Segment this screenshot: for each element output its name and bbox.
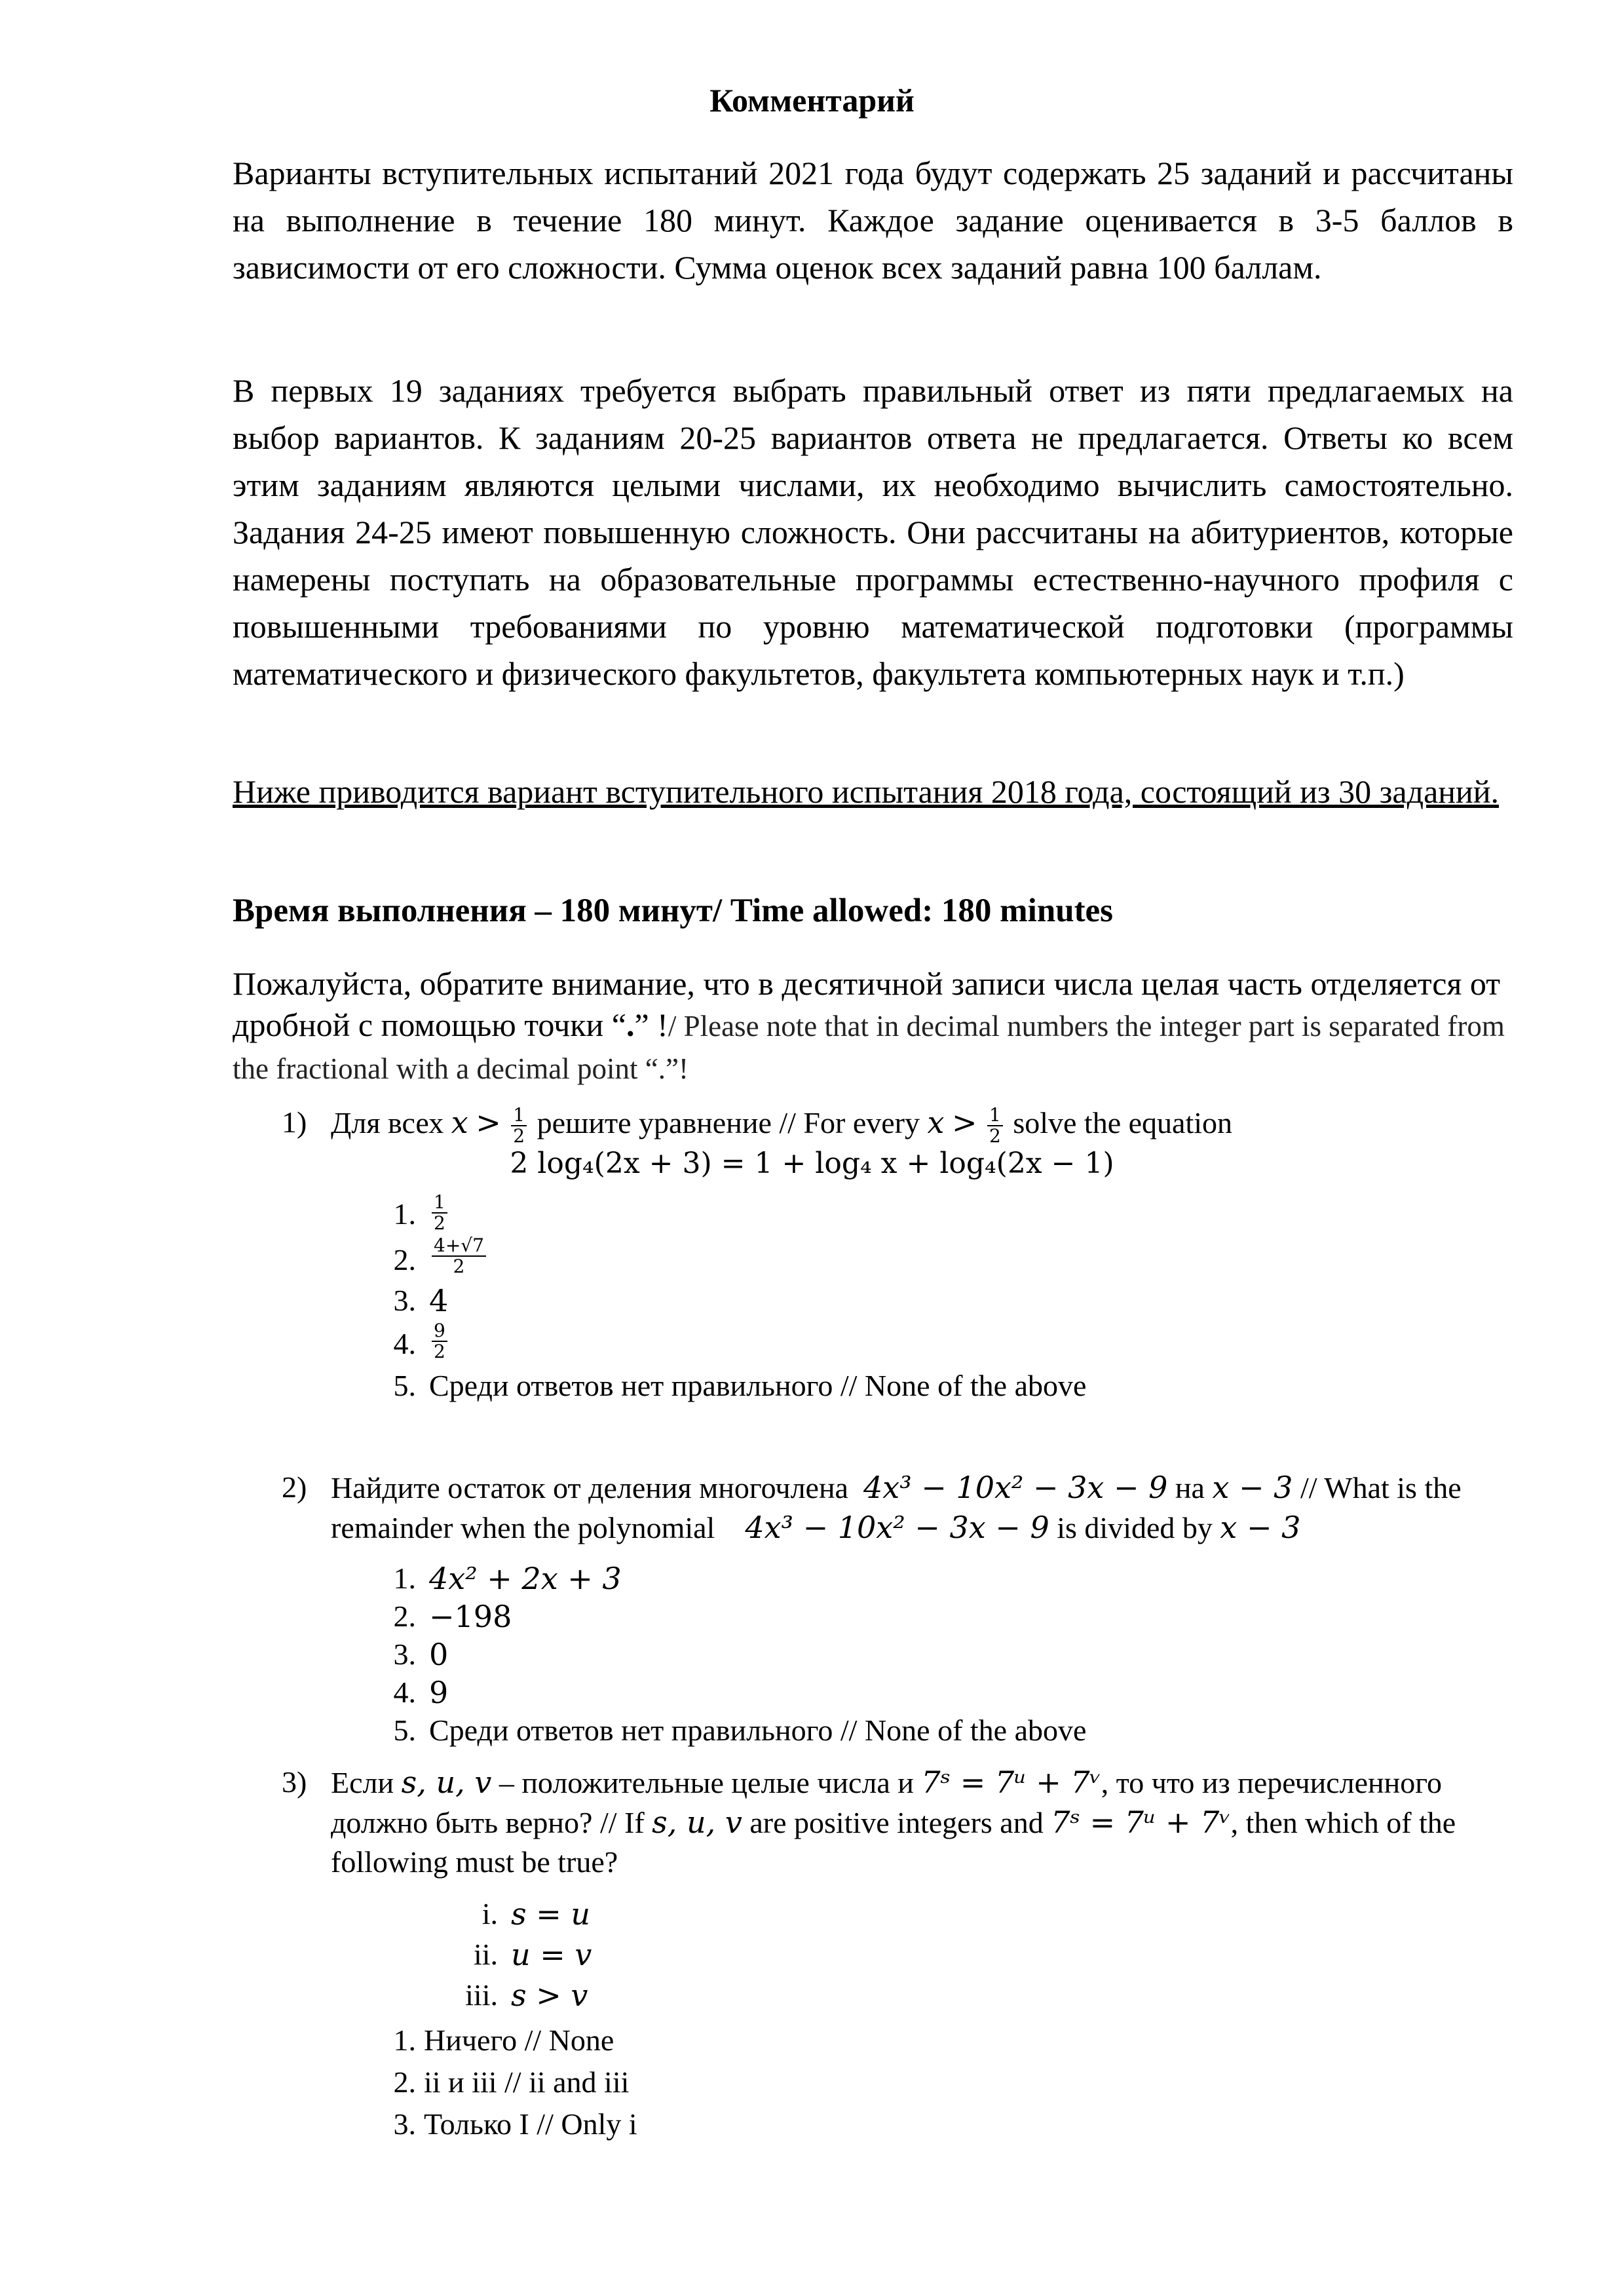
q3-text-part: are positive integers and <box>749 1806 1044 1839</box>
q1-equation: 2 log₄(2x + 3) = 1 + log₄ x + log₄(2x − 1) <box>510 1147 1114 1180</box>
var-x: x <box>451 1105 468 1140</box>
option-number: 5. <box>393 1369 416 1402</box>
q3-text-part: , то что из перечисленного <box>1101 1766 1442 1799</box>
statement-text: s = u <box>511 1896 591 1932</box>
fraction <box>432 1321 447 1362</box>
denominator: 2 <box>453 1255 465 1278</box>
option-value: 4x² + 2x + 3 <box>429 1561 622 1596</box>
q3-text-part: должно быть верно? // If <box>331 1806 645 1839</box>
q3-text-part: Если <box>331 1766 394 1799</box>
option-value: 4 <box>429 1283 449 1318</box>
denominator: 2 <box>434 1212 445 1234</box>
statement-number: ii. <box>473 1938 498 1971</box>
q3-text-part: , then which of the <box>1230 1806 1456 1839</box>
denominator: 2 <box>989 1125 1001 1147</box>
option-number: 3. <box>393 2107 416 2141</box>
question-number: 2) <box>282 1470 307 1504</box>
numerator: 1 <box>432 1193 447 1214</box>
gt-sign: > <box>476 1105 501 1140</box>
fraction-half <box>987 1105 1003 1146</box>
notice-ru: Пожалуйста, обратите внимание, что в десятичной записи числа целая часть отделяется от дробной с помощью точки “ <box>233 965 1501 1043</box>
question-text <box>331 1763 1481 1882</box>
q1-text-part: Для всех <box>331 1106 444 1139</box>
q3-text-part: following must be true? <box>331 1845 618 1879</box>
statement-text: u = v <box>511 1937 592 1972</box>
numerator: 4+√7 <box>432 1236 486 1257</box>
option-value: 9 <box>429 1675 449 1710</box>
q1-text-part: решите уравнение // For every <box>537 1106 920 1139</box>
q2-text-part: // What is the <box>1300 1471 1462 1504</box>
option-number: 5. <box>393 1713 416 1747</box>
decimal-notice <box>233 963 1517 1090</box>
option-number: 2. <box>393 1243 416 1276</box>
q2-text-part: Найдите остаток от деления многочлена <box>331 1471 848 1504</box>
statement-text: s > v <box>511 1978 588 2013</box>
option-number: 1. <box>393 1197 416 1231</box>
statement-number: iii. <box>465 1978 498 2012</box>
option-number: 1. <box>393 1561 416 1595</box>
statement-number: i. <box>482 1897 498 1930</box>
question-2 <box>282 1468 1481 1548</box>
q3-text-part: – положительные целые числа и <box>499 1766 914 1799</box>
tasks-paragraph: В первых 19 заданиях требуется выбрать правильный ответ из пяти предлагаемых на выбор вариантов. К заданиям 20-25 вариантов ответа не предлагается. Ответы ко всем этим заданиям являются целыми числами, их необходимо вычислить самостоятельно. Задания 24-25 имеют повышенную сложность. Они рассчитаны на абитуриентов, которые намерены поступать на образовательные программы естественно-научного профиля с повышенными требованиями по уровню математической подготовки (программы математического и физического факультетов, факультета компьютерных наук и т.п.) <box>233 372 1513 692</box>
option-number: 2. <box>393 2065 416 2099</box>
variables: s, u, v <box>652 1805 742 1840</box>
page-title: Комментарий <box>709 82 915 119</box>
fraction-half <box>511 1105 527 1146</box>
option-value: Только I // Only i <box>424 2107 637 2141</box>
fraction <box>432 1236 486 1276</box>
question-number: 1) <box>282 1105 307 1139</box>
question-1 <box>282 1103 1481 1146</box>
option-number: 3. <box>393 1637 416 1671</box>
exp-equation: 7ˢ = 7ᵘ + 7ᵛ <box>921 1765 1101 1800</box>
denominator: 2 <box>513 1125 525 1147</box>
question-text <box>331 1103 1481 1146</box>
notice-dot: . <box>626 1006 635 1043</box>
option-value <box>429 1191 450 1233</box>
exp-equation: 7ˢ = 7ᵘ + 7ᵛ <box>1051 1805 1231 1840</box>
question-text <box>331 1468 1481 1548</box>
time-allowed-heading: Время выполнения – 180 минут/ Time allowed: 180 minutes <box>233 892 1114 929</box>
option-value: Ничего // None <box>424 2023 614 2057</box>
polynomial: 4x³ − 10x² − 3x − 9 <box>745 1510 1049 1545</box>
divisor: x − 3 <box>1212 1470 1293 1505</box>
question-number: 3) <box>282 1765 307 1799</box>
variables: s, u, v <box>401 1765 492 1800</box>
sample-variant-note: Ниже приводится вариант вступительного испытания 2018 года, состоящий из 30 заданий. <box>233 773 1500 810</box>
option-number: 4. <box>393 1675 416 1709</box>
option-value: 0 <box>429 1637 449 1672</box>
numerator: 9 <box>432 1321 447 1342</box>
fraction <box>432 1193 447 1233</box>
option-number: 3. <box>393 1284 416 1317</box>
notice-en: / Please note that in decimal numbers the integer part is separated from the fractional with a decimal point “.”! <box>233 1010 1505 1085</box>
q2-text-part: is divided by <box>1057 1511 1213 1544</box>
option-value: ii и iii // ii and iii <box>424 2065 630 2099</box>
option-number: 2. <box>393 1599 416 1633</box>
q2-text-part: remainder when the polynomial <box>331 1511 715 1544</box>
option-value <box>429 1234 489 1276</box>
question-3 <box>282 1763 1481 1882</box>
denominator: 2 <box>434 1341 445 1363</box>
option-value <box>429 1320 450 1362</box>
option-value: Среди ответов нет правильного // None of the above <box>429 1713 1087 1747</box>
option-value: −198 <box>429 1599 512 1634</box>
option-value: Среди ответов нет правильного // None of the above <box>429 1369 1087 1402</box>
q2-text-part: на <box>1175 1471 1205 1504</box>
q1-text-part: solve the equation <box>1013 1106 1233 1139</box>
numerator: 1 <box>987 1105 1003 1126</box>
var-x: x <box>927 1105 945 1140</box>
notice-ru-end: ” ! <box>634 1006 668 1043</box>
intro-paragraph: Варианты вступительных испытаний 2021 года будут содержать 25 заданий и рассчитаны на выполнение в течение 180 минут. Каждое задание оценивается в 3-5 баллов в зависимости от его сложности. Сумма оценок всех заданий равна 100 баллам. <box>233 155 1513 286</box>
divisor: x − 3 <box>1220 1510 1301 1545</box>
gt-sign: > <box>951 1105 977 1140</box>
option-number: 1. <box>393 2023 416 2057</box>
option-number: 4. <box>393 1327 416 1360</box>
numerator: 1 <box>511 1105 527 1126</box>
polynomial: 4x³ − 10x² − 3x − 9 <box>863 1470 1168 1505</box>
